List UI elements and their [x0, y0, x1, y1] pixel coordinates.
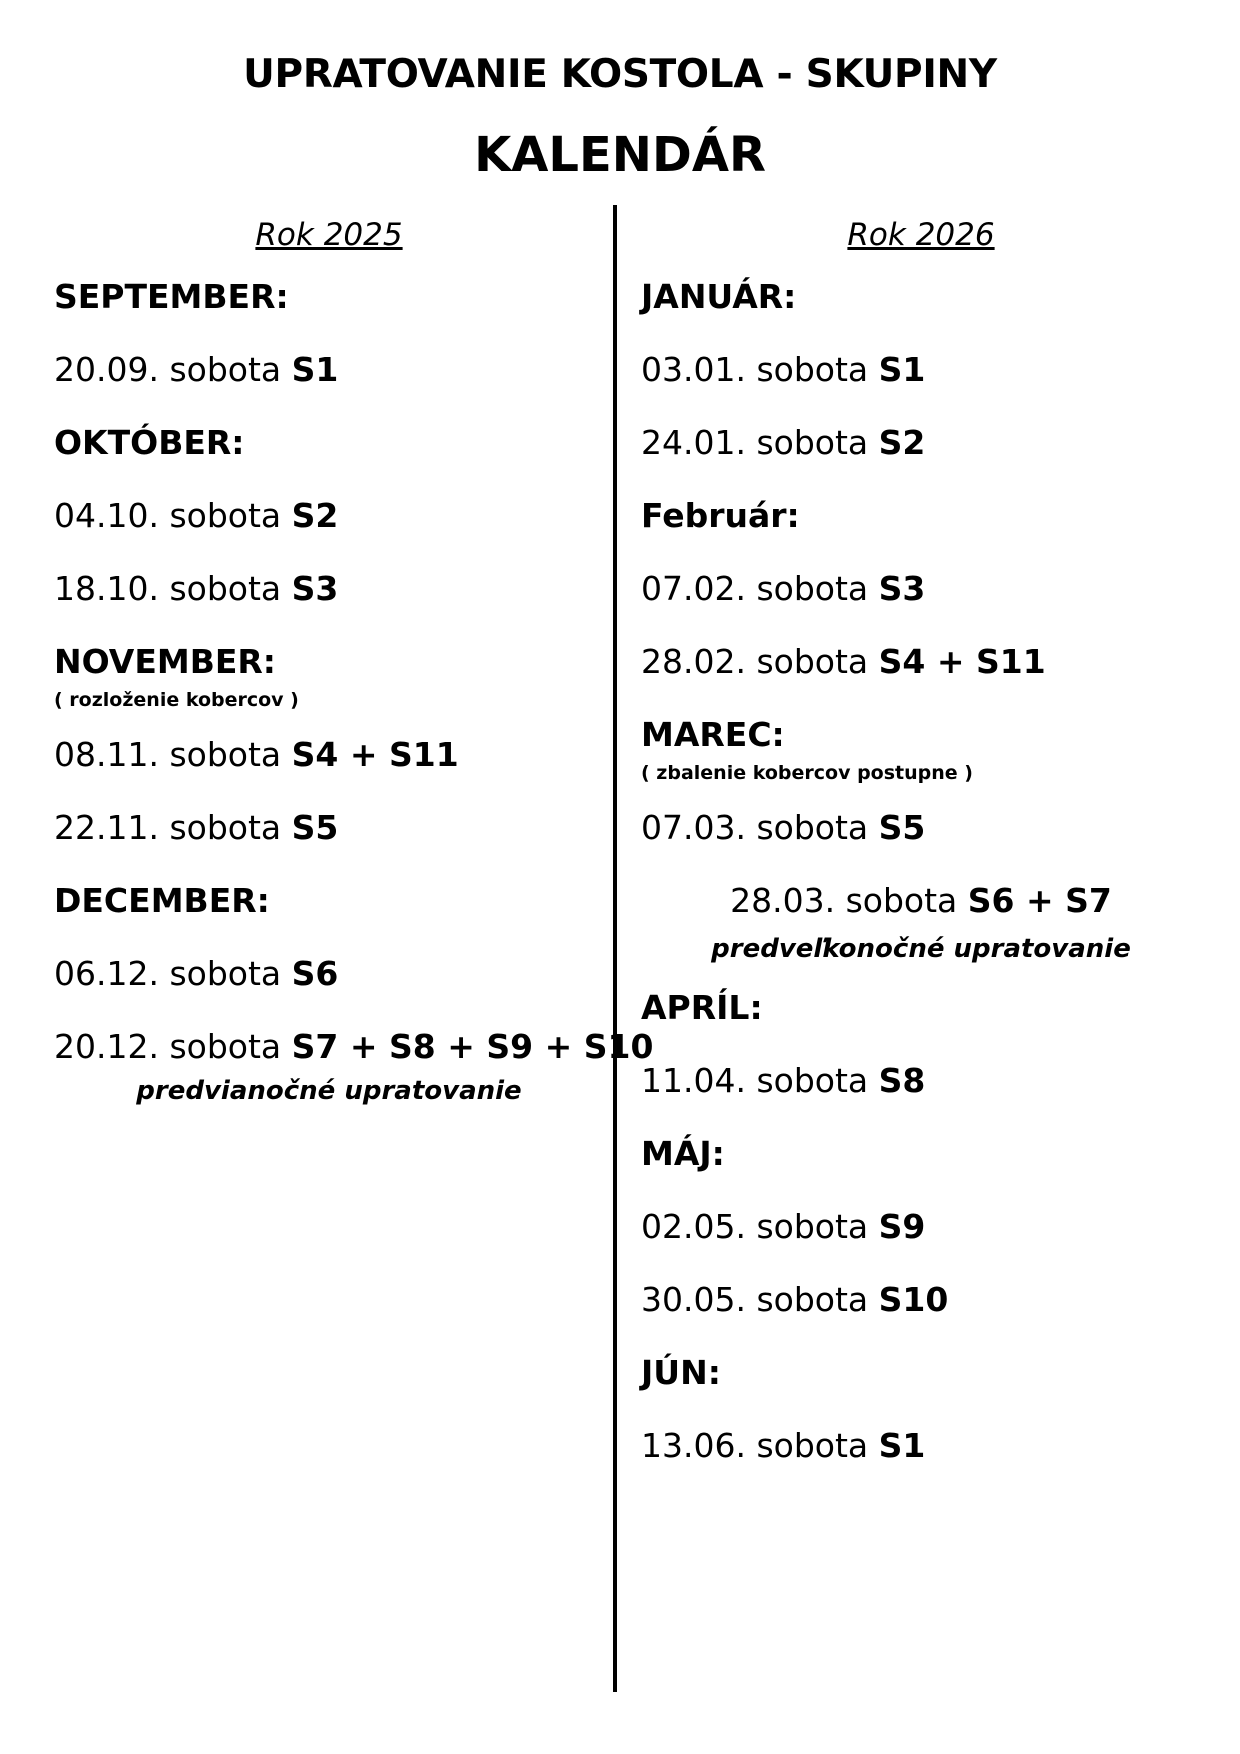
month-heading: SEPTEMBER: — [54, 277, 289, 316]
schedule-entry — [641, 1263, 1201, 1336]
entry-groups: S5 — [878, 808, 926, 847]
entry-groups: S3 — [878, 569, 926, 608]
entry-groups: S6 — [291, 954, 339, 993]
entry-groups: S8 — [878, 1061, 926, 1100]
column-divider — [613, 205, 617, 1692]
entry-groups: S4 + S11 — [878, 642, 1046, 681]
entry-date: 08.11. sobota — [54, 735, 282, 774]
schedule-list — [641, 260, 1201, 1482]
entry-date: 04.10. sobota — [54, 496, 282, 535]
year-heading: Rok 2025 — [255, 217, 403, 253]
entry-date: 13.06. sobota — [641, 1426, 869, 1465]
page-title: UPRATOVANIE KOSTOLA - SKUPINY — [243, 52, 997, 97]
entry-date: 03.01. sobota — [641, 350, 869, 389]
page-subtitle: KALENDÁR — [474, 127, 766, 183]
entry-groups: S6 + S7 — [967, 881, 1112, 920]
entry-date: 28.02. sobota — [641, 642, 869, 681]
month-heading: DECEMBER: — [54, 881, 270, 920]
schedule-entry — [54, 718, 604, 791]
schedule-entry — [641, 406, 1201, 479]
schedule-entry — [54, 791, 604, 864]
entry-date: 20.12. sobota — [54, 1027, 282, 1066]
schedule-entry — [54, 333, 604, 406]
entry-groups: S4 + S11 — [291, 735, 459, 774]
entry-date: 11.04. sobota — [641, 1061, 869, 1100]
entry-date: 02.05. sobota — [641, 1207, 869, 1246]
entry-date: 18.10. sobota — [54, 569, 282, 608]
month-note: ( zbalenie kobercov postupne ) — [641, 762, 973, 784]
entry-date: 06.12. sobota — [54, 954, 282, 993]
schedule-entry — [54, 479, 604, 552]
entry-groups: S5 — [291, 808, 339, 847]
event-caption: predvianočné upratovanie — [136, 1076, 522, 1106]
month-heading: MAREC: — [641, 715, 785, 754]
event-caption: predveľkonočné upratovanie — [711, 934, 1131, 964]
entry-date: 22.11. sobota — [54, 808, 282, 847]
entry-date: 07.02. sobota — [641, 569, 869, 608]
entry-date: 30.05. sobota — [641, 1280, 869, 1319]
month-heading: Február: — [641, 496, 800, 535]
entry-date: 24.01. sobota — [641, 423, 869, 462]
schedule-entry — [641, 791, 1201, 864]
column-2025 — [54, 210, 654, 1113]
month-heading: MÁJ: — [641, 1134, 725, 1173]
schedule-entry — [641, 625, 1201, 698]
entry-groups: S3 — [291, 569, 339, 608]
entry-groups: S10 — [878, 1280, 949, 1319]
month-heading: OKTÓBER: — [54, 423, 245, 462]
month-note: ( rozloženie kobercov ) — [54, 689, 299, 711]
entry-groups: S1 — [878, 350, 926, 389]
schedule-entry — [641, 333, 1201, 406]
schedule-entry — [54, 552, 604, 625]
month-heading: NOVEMBER: — [54, 642, 277, 681]
entry-groups: S7 + S8 + S9 + S10 — [291, 1027, 654, 1066]
schedule-list — [54, 260, 654, 1113]
entry-date: 20.09. sobota — [54, 350, 282, 389]
month-heading: JANUÁR: — [641, 277, 797, 316]
schedule-entry — [641, 552, 1201, 625]
schedule-entry — [641, 1044, 1201, 1117]
entry-groups: S2 — [878, 423, 926, 462]
schedule-entry — [641, 1409, 1201, 1482]
entry-date: 28.03. sobota — [730, 881, 958, 920]
column-2026 — [641, 210, 1201, 1482]
month-heading: APRÍL: — [641, 988, 763, 1027]
month-heading: JÚN: — [641, 1353, 721, 1392]
entry-groups: S9 — [878, 1207, 926, 1246]
schedule-entry — [54, 937, 604, 1010]
schedule-entry — [641, 1190, 1201, 1263]
year-heading: Rok 2026 — [847, 217, 995, 253]
entry-groups: S1 — [878, 1426, 926, 1465]
entry-date: 07.03. sobota — [641, 808, 869, 847]
entry-groups: S1 — [291, 350, 339, 389]
entry-groups: S2 — [291, 496, 339, 535]
